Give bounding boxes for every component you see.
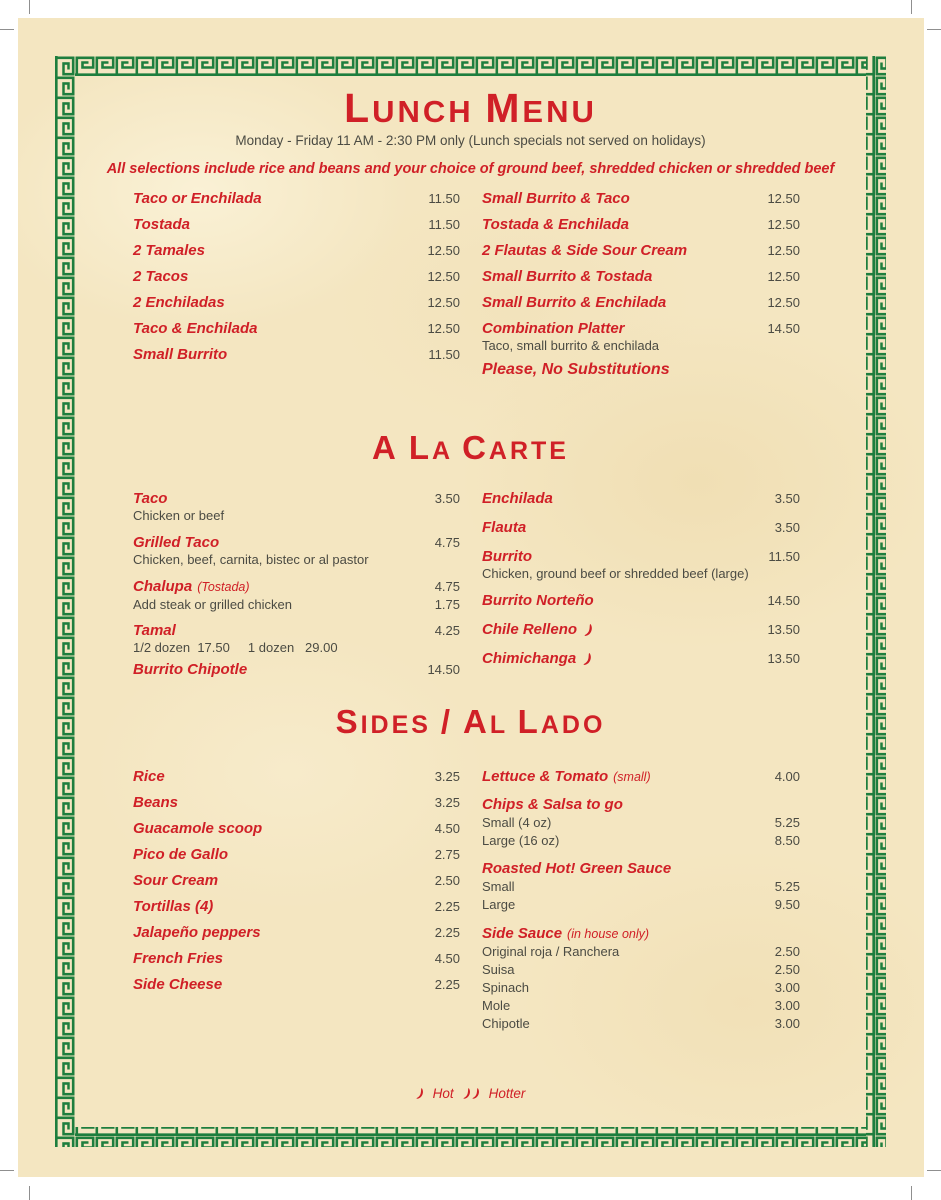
option-label: Mole — [482, 998, 511, 1013]
item-name: Flauta — [482, 519, 527, 536]
item-price: 12.50 — [427, 269, 460, 284]
menu-item — [133, 320, 460, 338]
item-price: 12.50 — [767, 217, 800, 232]
crop-mark — [29, 1186, 30, 1200]
item-suffix: (small) — [613, 770, 651, 784]
menu-item — [133, 976, 460, 994]
item-description: Chicken, ground beef or shredded beef (large) — [482, 566, 749, 581]
menu-item — [482, 621, 800, 639]
menu-item — [133, 268, 460, 286]
item-price: 12.50 — [427, 295, 460, 310]
item-price: 11.50 — [428, 217, 460, 232]
sides-right-column — [482, 768, 800, 1033]
item-name: Tostada — [133, 216, 190, 233]
item-price: 11.50 — [428, 191, 460, 206]
menu-item — [133, 846, 460, 864]
item-name: Beans — [133, 794, 179, 811]
item-price: 13.50 — [767, 622, 800, 637]
item-price: 4.75 — [434, 579, 460, 594]
item-description: Taco, small burrito & enchilada — [482, 338, 660, 353]
hotter-pepper-icons — [463, 1087, 480, 1100]
sides-section — [133, 768, 800, 1033]
crop-mark — [0, 29, 14, 30]
menu-item — [482, 190, 800, 208]
option-label: Large (16 oz) — [482, 833, 560, 848]
item-price: 3.50 — [434, 491, 460, 506]
menu-item-group — [482, 925, 800, 1033]
group-name: Chips & Salsa to go — [482, 796, 623, 813]
menu-item — [133, 534, 460, 568]
option-price: 9.50 — [774, 897, 800, 912]
crop-mark — [927, 29, 941, 30]
crop-mark — [0, 1170, 14, 1171]
option-label: Suisa — [482, 962, 515, 977]
item-price: 2.25 — [434, 925, 460, 940]
item-name: 2 Enchiladas — [133, 294, 225, 311]
item-name: Enchilada — [482, 490, 553, 507]
item-price: 4.50 — [434, 821, 460, 836]
hot-pepper-icon — [472, 1087, 480, 1100]
menu-item — [133, 294, 460, 312]
item-price: 12.50 — [767, 191, 800, 206]
menu-item — [133, 216, 460, 234]
selections-note: All selections include rice and beans and your choice of ground beef, shredded chicken or shredded beef — [106, 161, 835, 177]
item-name: Burrito Chipotle — [133, 661, 248, 678]
menu-item-group — [482, 860, 800, 914]
option-label: Large — [482, 897, 516, 912]
menu-item — [482, 519, 800, 537]
item-price: 12.50 — [427, 243, 460, 258]
option-label: Spinach — [482, 980, 529, 995]
hot-pepper-icon — [416, 1087, 424, 1100]
menu-item-group — [482, 796, 800, 850]
item-name: Chalupa (Tostada) — [133, 578, 250, 595]
menu-item — [133, 622, 460, 656]
lunch-left-column — [133, 190, 460, 379]
item-name: 2 Tacos — [133, 268, 189, 285]
item-price: 3.25 — [434, 769, 460, 784]
hot-label: Hot — [432, 1086, 454, 1101]
crop-mark — [911, 0, 912, 14]
crop-mark — [29, 0, 30, 14]
option-label: Original roja / Ranchera — [482, 944, 620, 959]
item-price: 4.00 — [774, 769, 800, 784]
option-price: 3.00 — [774, 1016, 800, 1031]
menu-item — [133, 190, 460, 208]
hot-pepper-icon — [463, 1087, 471, 1100]
item-price: 1.75 — [434, 597, 460, 612]
alacarte-right-column — [482, 490, 800, 679]
item-name: 2 Tamales — [133, 242, 205, 259]
group-name: Roasted Hot! Green Sauce — [482, 860, 672, 877]
menu-item — [133, 490, 460, 524]
item-price: 14.50 — [427, 662, 460, 677]
item-price: 4.75 — [434, 535, 460, 550]
item-name: Lettuce & Tomato (small) — [482, 768, 651, 785]
item-name: Taco & Enchilada — [133, 320, 258, 337]
menu-item — [482, 592, 800, 610]
menu-item — [133, 661, 460, 679]
item-name: Chile Relleno — [482, 621, 578, 638]
item-name: Grilled Taco — [133, 534, 220, 551]
menu-item — [133, 950, 460, 968]
group-name: Side Sauce (in house only) — [482, 925, 650, 942]
item-name: Taco — [133, 490, 168, 507]
menu-item — [482, 216, 800, 234]
item-name: Tostada & Enchilada — [482, 216, 629, 233]
item-name: Combination Platter — [482, 320, 625, 337]
item-price: 11.50 — [428, 347, 460, 362]
alacarte-section — [133, 490, 800, 679]
item-suffix: (in house only) — [567, 927, 650, 941]
item-price: 12.50 — [427, 321, 460, 336]
menu-item — [482, 242, 800, 260]
item-suffix: (Tostada) — [197, 580, 250, 594]
menu-item — [482, 268, 800, 286]
lunch-right-column — [482, 190, 800, 379]
item-price: 13.50 — [767, 651, 800, 666]
lunch-section — [133, 190, 800, 379]
item-price: 12.50 — [767, 243, 800, 258]
menu-item — [133, 924, 460, 942]
item-price: 3.50 — [774, 520, 800, 535]
menu-item — [133, 898, 460, 916]
option-price: 3.00 — [774, 980, 800, 995]
item-name: Side Cheese — [133, 976, 223, 993]
item-price: 12.50 — [767, 269, 800, 284]
menu-item — [133, 872, 460, 890]
item-price: 3.25 — [434, 795, 460, 810]
sides-left-column — [133, 768, 460, 1033]
item-name: 2 Flautas & Side Sour Cream — [482, 242, 688, 259]
option-label: Small — [482, 879, 515, 894]
option-price: 8.50 — [774, 833, 800, 848]
item-name: Small Burrito & Tostada — [482, 268, 653, 285]
option-price: 3.00 — [774, 998, 800, 1013]
option-price: 2.50 — [774, 944, 800, 959]
menu-item — [133, 578, 460, 614]
menu-item — [482, 548, 800, 582]
item-price: 3.50 — [774, 491, 800, 506]
item-price: 14.50 — [767, 321, 800, 336]
menu-item — [133, 820, 460, 838]
hotter-label: Hotter — [488, 1086, 526, 1101]
item-price: 12.50 — [767, 295, 800, 310]
sides-heading: SIDES / AL LADO — [335, 703, 606, 740]
option-price: 5.25 — [774, 815, 800, 830]
item-name: Small Burrito — [133, 346, 228, 363]
item-name: Small Burrito & Taco — [482, 190, 630, 207]
menu-item — [482, 490, 800, 508]
menu-item — [133, 242, 460, 260]
crop-mark — [927, 1170, 941, 1171]
hours-subtitle: Monday - Friday 11 AM - 2:30 PM only (Lunch specials not served on holidays) — [235, 133, 706, 148]
option-price: 5.25 — [774, 879, 800, 894]
alacarte-left-column — [133, 490, 460, 679]
item-price: 4.50 — [434, 951, 460, 966]
no-substitutions-note: Please, No Substitutions — [482, 361, 670, 378]
item-description: Add steak or grilled chicken — [133, 597, 292, 612]
item-description: Chicken or beef — [133, 508, 225, 523]
item-price: 2.25 — [434, 977, 460, 992]
menu-item — [482, 294, 800, 312]
option-label: Chipotle — [482, 1016, 530, 1031]
menu-item — [133, 346, 460, 364]
menu-item — [133, 768, 460, 786]
item-name: Tortillas (4) — [133, 898, 214, 915]
item-name: French Fries — [133, 950, 224, 967]
item-description: Chicken, beef, carnita, bistec or al pastor — [133, 552, 369, 567]
item-name: Jalapeño peppers — [133, 924, 261, 941]
menu-item — [482, 768, 800, 786]
item-price: 2.50 — [434, 873, 460, 888]
item-price: 14.50 — [767, 593, 800, 608]
item-name: Burrito Norteño — [482, 592, 594, 609]
item-name: Burrito — [482, 548, 532, 565]
item-name: Rice — [133, 768, 165, 785]
page-title: LUNCH MENU — [344, 85, 597, 131]
heat-legend — [0, 1086, 941, 1101]
item-name: Sour Cream — [133, 872, 219, 889]
menu-item — [482, 650, 800, 668]
alacarte-heading: A LA CARTE — [372, 429, 569, 466]
item-name: Taco or Enchilada — [133, 190, 262, 207]
menu-item — [482, 320, 800, 338]
item-price: 2.25 — [434, 899, 460, 914]
option-price: 2.50 — [774, 962, 800, 977]
item-price: 4.25 — [434, 623, 460, 638]
option-label: Small (4 oz) — [482, 815, 552, 830]
item-price: 2.75 — [434, 847, 460, 862]
menu-item — [133, 794, 460, 812]
item-description: 1/2 dozen 17.50 1 dozen 29.00 — [133, 640, 338, 655]
crop-mark — [911, 1186, 912, 1200]
item-name: Tamal — [133, 622, 176, 639]
hot-pepper-icon — [584, 623, 593, 637]
item-name: Pico de Gallo — [133, 846, 229, 863]
item-name: Guacamole scoop — [133, 820, 263, 837]
item-name: Chimichanga — [482, 650, 577, 667]
item-price: 11.50 — [768, 549, 800, 564]
hot-pepper-icon — [583, 652, 592, 666]
item-name: Small Burrito & Enchilada — [482, 294, 667, 311]
